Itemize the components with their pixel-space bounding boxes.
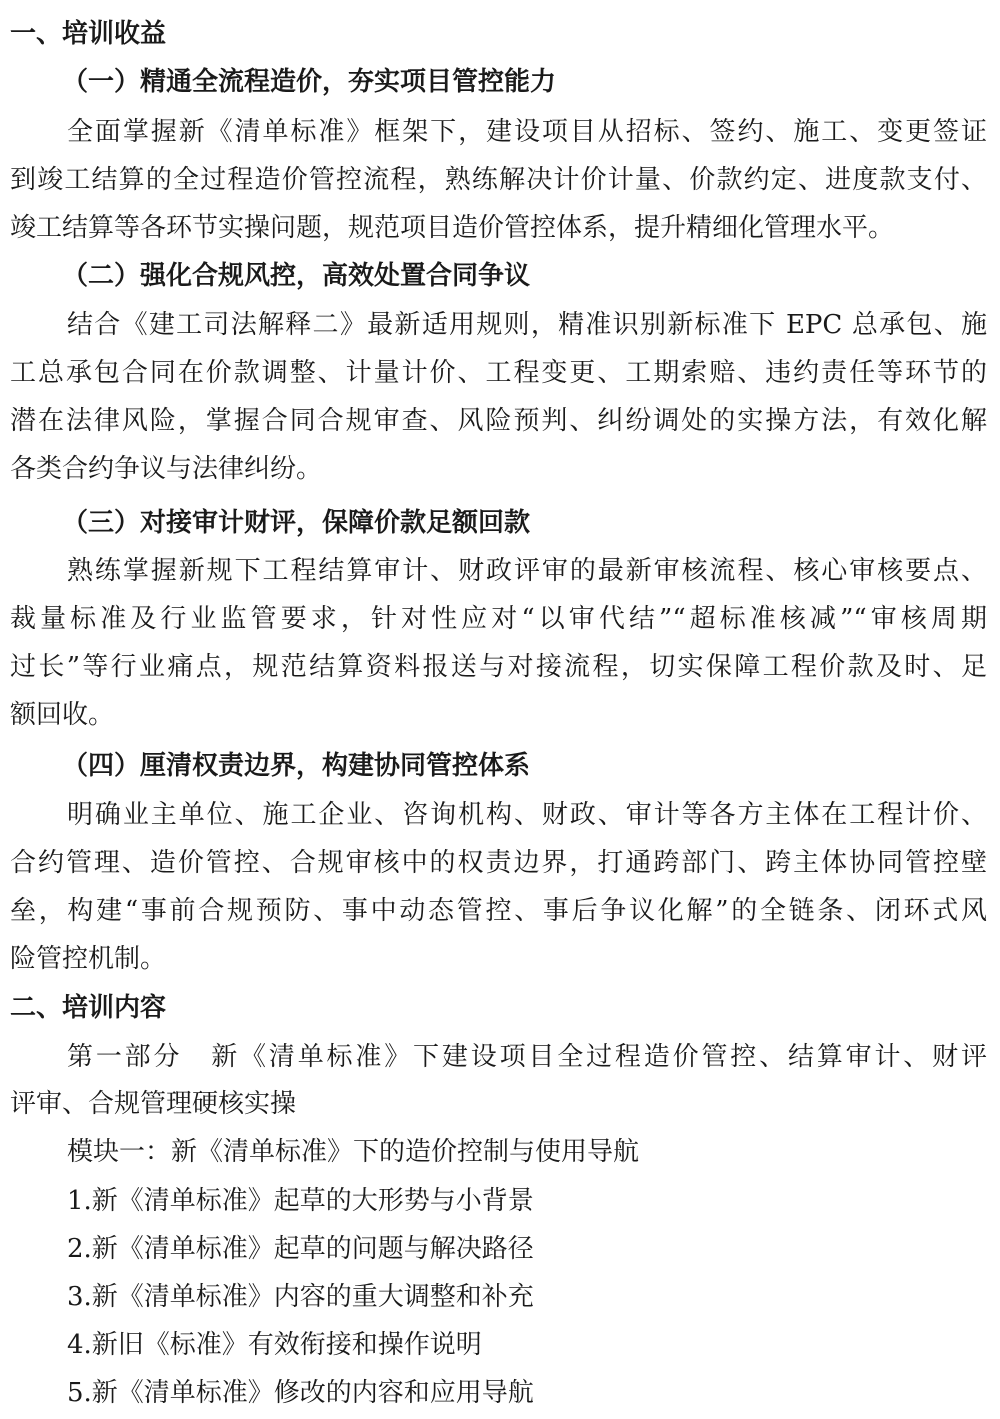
list-item: 2.新《清单标准》起草的问题与解决路径 [67, 1234, 534, 1264]
module-title: 模块一：新《清单标准》下的造价控制与使用导航 [67, 1137, 640, 1167]
paragraph-line: 全面掌握新《清单标准》框架下，建设项目从招标、签约、施工、变更签证 [67, 117, 987, 147]
paragraph-line: 工总承包合同在价款调整、计量计价、工程变更、工期索赔、违约责任等环节的 [10, 358, 987, 388]
part-title-line: 第一部分 新《清单标准》下建设项目全过程造价管控、结算审计、财评 [67, 1042, 987, 1072]
subsection-title-4: （四）厘清权责边界，构建协同管控体系 [62, 751, 531, 781]
paragraph-line: 险管控机制。 [10, 944, 167, 974]
paragraph-line: 各类合约争议与法律纠纷。 [10, 454, 323, 484]
paragraph-line: 明确业主单位、施工企业、咨询机构、财政、审计等各方主体在工程计价、 [67, 800, 987, 830]
paragraph-line: 熟练掌握新规下工程结算审计、财政评审的最新审核流程、核心审核要点、 [67, 556, 987, 586]
part-title-line: 评审、合规管理硬核实操 [10, 1089, 297, 1119]
list-item: 5.新《清单标准》修改的内容和应用导航 [67, 1378, 534, 1408]
paragraph-line: 结合《建工司法解释二》最新适用规则，精准识别新标准下 EPC 总承包、施 [67, 310, 987, 340]
paragraph-line: 到竣工结算的全过程造价管控流程，熟练解决计价计量、价款约定、进度款支付、 [10, 165, 987, 195]
paragraph-line: 裁量标准及行业监管要求，针对性应对“以审代结”“超标准核减”“审核周期 [10, 604, 987, 634]
paragraph-line: 潜在法律风险，掌握合同合规审查、风险预判、纠纷调处的实操方法，有效化解 [10, 406, 987, 436]
paragraph-line: 过长”等行业痛点，规范结算资料报送与对接流程，切实保障工程价款及时、足 [10, 652, 987, 682]
list-item: 4.新旧《标准》有效衔接和操作说明 [67, 1330, 482, 1360]
section-title-content: 二、培训内容 [10, 993, 167, 1023]
subsection-title-2: （二）强化合规风控，高效处置合同争议 [62, 261, 531, 291]
list-item: 3.新《清单标准》内容的重大调整和补充 [67, 1282, 534, 1312]
paragraph-line: 垒，构建“事前合规预防、事中动态管控、事后争议化解”的全链条、闭环式风 [10, 896, 987, 926]
list-item: 1.新《清单标准》起草的大形势与小背景 [67, 1186, 534, 1216]
subsection-title-1: （一）精通全流程造价，夯实项目管控能力 [62, 67, 557, 97]
section-title-benefits: 一、培训收益 [10, 19, 167, 49]
subsection-title-3: （三）对接审计财评，保障价款足额回款 [62, 508, 531, 538]
paragraph-line: 竣工结算等各环节实操问题，规范项目造价管控体系，提升精细化管理水平。 [10, 213, 895, 243]
paragraph-line: 额回收。 [10, 700, 115, 730]
paragraph-line: 合约管理、造价管控、合规审核中的权责边界，打通跨部门、跨主体协同管控壁 [10, 848, 987, 878]
